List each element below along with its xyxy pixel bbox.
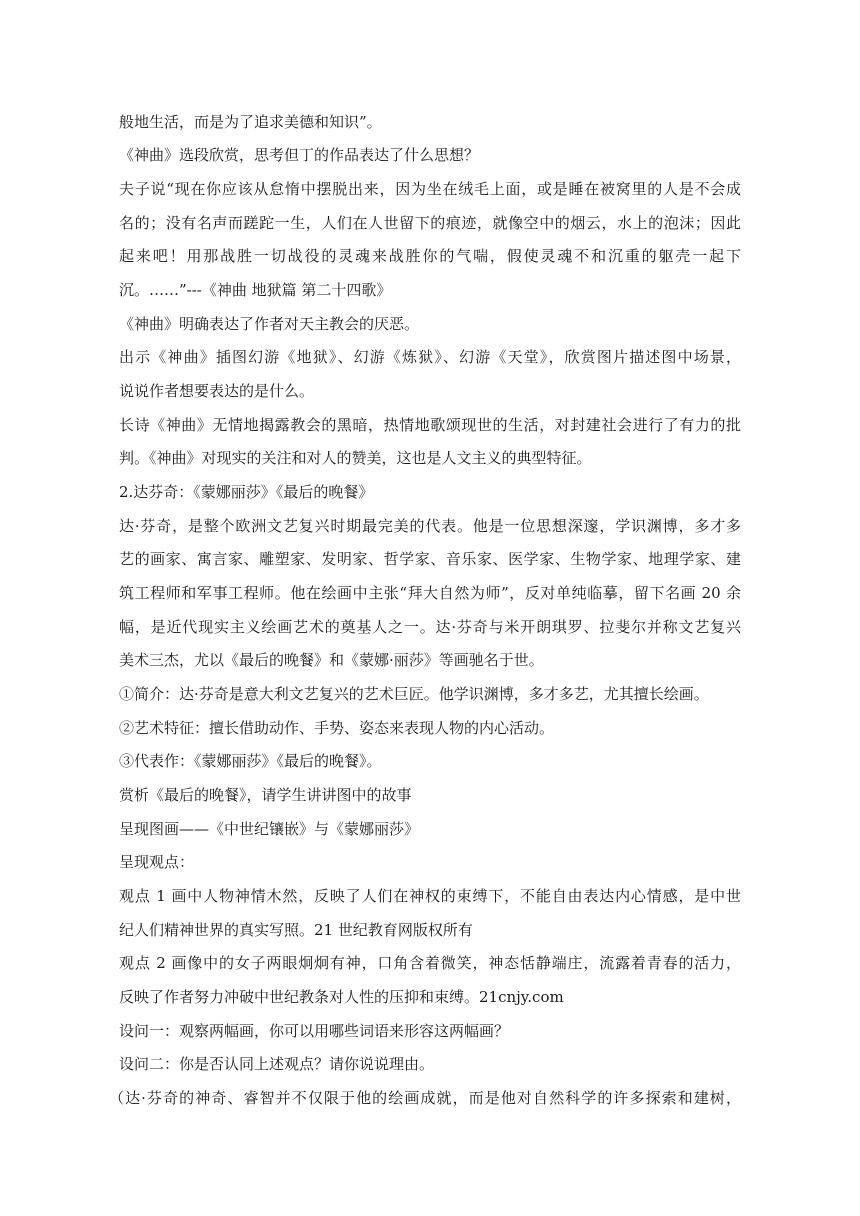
- text-line: 赏析《最后的晚餐》，请学生讲讲图中的故事: [119, 786, 412, 804]
- text-line: 判。《神曲》对现实的关注和对人的赞美，这也是人文主义的典型特征。: [119, 449, 592, 467]
- text-line: 沉。……”---《神曲 地狱篇 第二十四歌》: [119, 281, 392, 299]
- text-line: 起来吧！用那战胜一切战役的灵魂来战胜你的气喘，假使灵魂不和沉重的躯壳一起下: [119, 247, 741, 265]
- text-line: 幅，是近代现实主义绘画艺术的奠基人之一。达·芬奇与米开朗琪罗、拉斐尔并称文艺复兴: [119, 618, 741, 636]
- text-line: 美术三杰，尤以《最后的晚餐》和《蒙娜·丽莎》等画驰名于世。: [119, 651, 544, 669]
- text-line: 纪人们精神世界的真实写照。21 世纪教育网版权所有: [119, 921, 473, 939]
- text-line: 名的；没有名声而蹉跎一生，人们在人世留下的痕迹，就像空中的烟云，水上的泡沫；因此: [119, 214, 741, 232]
- text-line: 《神曲》明确表达了作者对天主教会的厌恶。: [119, 315, 420, 333]
- text-line: 说说作者想要表达的是什么。: [119, 382, 315, 400]
- text-line: ②艺术特征：擅长借助动作、手势、姿态来表现人物的内心活动。: [119, 719, 555, 737]
- text-line: 夫子说“现在你应该从怠惰中摆脱出来，因为坐在绒毛上面，或是睡在被窝里的人是不会成: [119, 180, 741, 198]
- text-line: 长诗《神曲》无情地揭露教会的黑暗，热情地歌颂现世的生活，对封建社会进行了有力的批: [119, 416, 741, 434]
- text-line: 设问二：你是否认同上述观点？请你说说理由。: [119, 1055, 435, 1073]
- text-line: 筑工程师和军事工程师。他在绘画中主张“拜大自然为师”，反对单纯临摹，留下名画 20 余: [119, 584, 741, 602]
- text-line: 呈现观点：: [119, 853, 195, 871]
- text-line: ①简介：达·芬奇是意大利文艺复兴的艺术巨匠。他学识渊博，多才多艺，尤其擅长绘画。: [119, 685, 709, 703]
- text-line: 呈现图画——《中世纪镶嵌》与《蒙娜丽莎》: [119, 820, 420, 838]
- text-line: 反映了作者努力冲破中世纪教条对人性的压抑和束缚。21cnjy.com: [119, 988, 564, 1006]
- text-line: 观点 1 画中人物神情木然，反映了人们在神权的束缚下，不能自由表达内心情感，是中世: [119, 887, 741, 905]
- text-line: 设问一：观察两幅画，你可以用哪些词语来形容这两幅画？: [119, 1022, 510, 1040]
- text-line: 艺的画家、寓言家、雕塑家、发明家、哲学家、音乐家、医学家、生物学家、地理学家、建: [119, 550, 741, 568]
- section-heading: 2.达芬奇：《蒙娜丽莎》《最后的晚餐》: [119, 483, 374, 501]
- text-line: 般地生活，而是为了追求美德和知识”。: [119, 113, 382, 131]
- text-line: 出示《神曲》插图幻游《地狱》、幻游《炼狱》、幻游《天堂》，欣赏图片描述图中场景，: [119, 348, 741, 366]
- text-line: 达·芬奇，是整个欧洲文艺复兴时期最完美的代表。他是一位思想深邃，学识渊博，多才多: [119, 517, 741, 535]
- text-line: 《神曲》选段欣赏，思考但丁的作品表达了什么思想？: [119, 146, 480, 164]
- text-line: ③代表作：《蒙娜丽莎》《最后的晚餐》。: [119, 752, 382, 770]
- text-line: 观点 2 画像中的女子两眼炯炯有神，口角含着微笑，神态恬静端庄，流露着青春的活力，: [119, 954, 741, 972]
- text-line: （达·芬奇的神奇、睿智并不仅限于他的绘画成就，而是他对自然科学的许多探索和建树，: [109, 1089, 741, 1107]
